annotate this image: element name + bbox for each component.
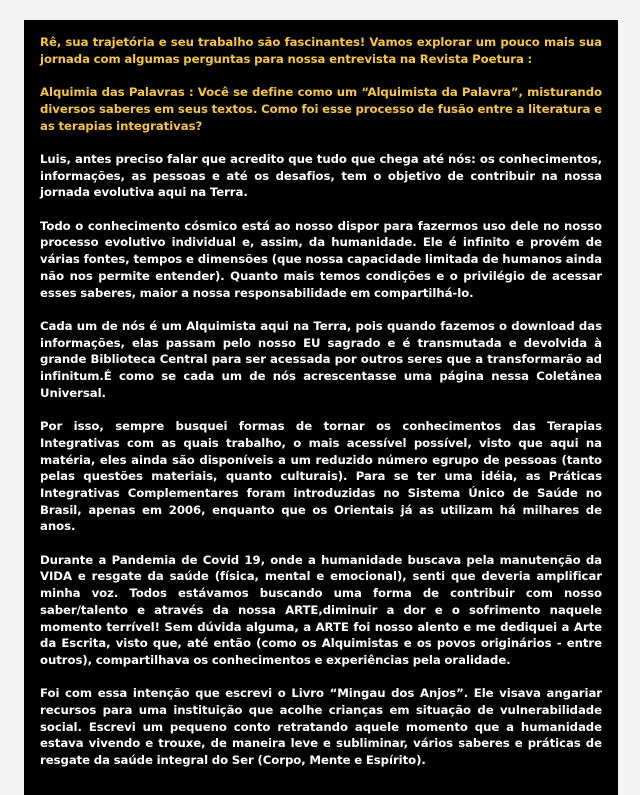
answer-paragraph: Luis, antes preciso falar que acredito que tudo que chega até nós: os conhecimentos, informações, as pessoas e até os desafios, tem o objetivo de contribuir na nossa jornada evolutiva aqui na Terra. [40, 151, 602, 200]
interview-intro: Rê, sua trajetória e seu trabalho são fascinantes! Vamos explorar um pouco mais sua jornada com algumas perguntas para nossa entrevista na Revista Poetura : [40, 35, 602, 66]
answer-paragraph: Por isso, sempre busquei formas de tornar os conhecimentos das Terapias Integrativas com as quais trabalho, o mais acessível possível, visto que aqui na matéria, eles ainda são disponíveis a um reduzido número egrupo de pessoas (tanto pelas questões materiais, quanto culturais). Para se ter uma idéia, as Práticas Integrativas Complementares foram introduzidas no Sistema Único de Saúde no Brasil, apenas em 2006, enquanto que os Orientais já as utilizam há milhares de anos. [40, 419, 602, 534]
document-page [24, 20, 618, 795]
interview-question: Alquimia das Palavras : Você se define como um “Alquimista da Palavra”, misturando diversos saberes em seus textos. Como foi esse processo de fusão entre a literatura e as terapias integrativas? [40, 85, 602, 133]
answer-paragraph: Foi com essa intenção que escrevi o Livro “Mingau dos Anjos”. Ele visava angariar recursos para uma instituição que acolhe crianças em situação de vulnerabilidade social. Escrevi um pequeno conto retratando aquele momento que a humanidade estava vivendo e trouxe, de maneira leve e subliminar, vários saberes e práticas de resgate da saúde integral do Ser (Corpo, Mente e Espírito). [40, 686, 602, 768]
answer-paragraph: Todo o conhecimento cósmico está ao nosso dispor para fazermos uso dele no nosso processo evolutivo individual e, assim, da humanidade. Ele é infinito e provém de várias fontes, tempos e dimensões (que nossa capacidade limitada de humanos ainda não nos permite entender). Quanto mais temos condições e o privilégio de acessar esses saberes, maior a nossa responsabilidade em compartilhá-lo. [40, 218, 602, 300]
answer-paragraph: Durante a Pandemia de Covid 19, onde a humanidade buscava pela manutenção da VIDA e resgate da saúde (física, mental e emocional), senti que deveria amplificar minha voz. Todos estávamos buscando uma forma de contribuir com nosso saber/talento e através da nossa ARTE,diminuir a dor e o sofrimento naquele momento terrível! Sem dúvida alguma, a ARTE foi nosso alento e me dediquei a Arte da Escrita, visto que, até então (como os Alquimistas e os povos originários - entre outros), compartilhava os conhecimentos e experiências pela oralidade. [40, 552, 602, 667]
answer-paragraph: Cada um de nós é um Alquimista aqui na Terra, pois quando fazemos o download das informações, elas passam pelo nosso EU sagrado e é transmutada e devolvida à grande Biblioteca Central para ser acessada por outros seres que a transformarão ad infinitum.É como se cada um de nós acrescentasse uma página nessa Coletânea Universal. [40, 318, 602, 400]
